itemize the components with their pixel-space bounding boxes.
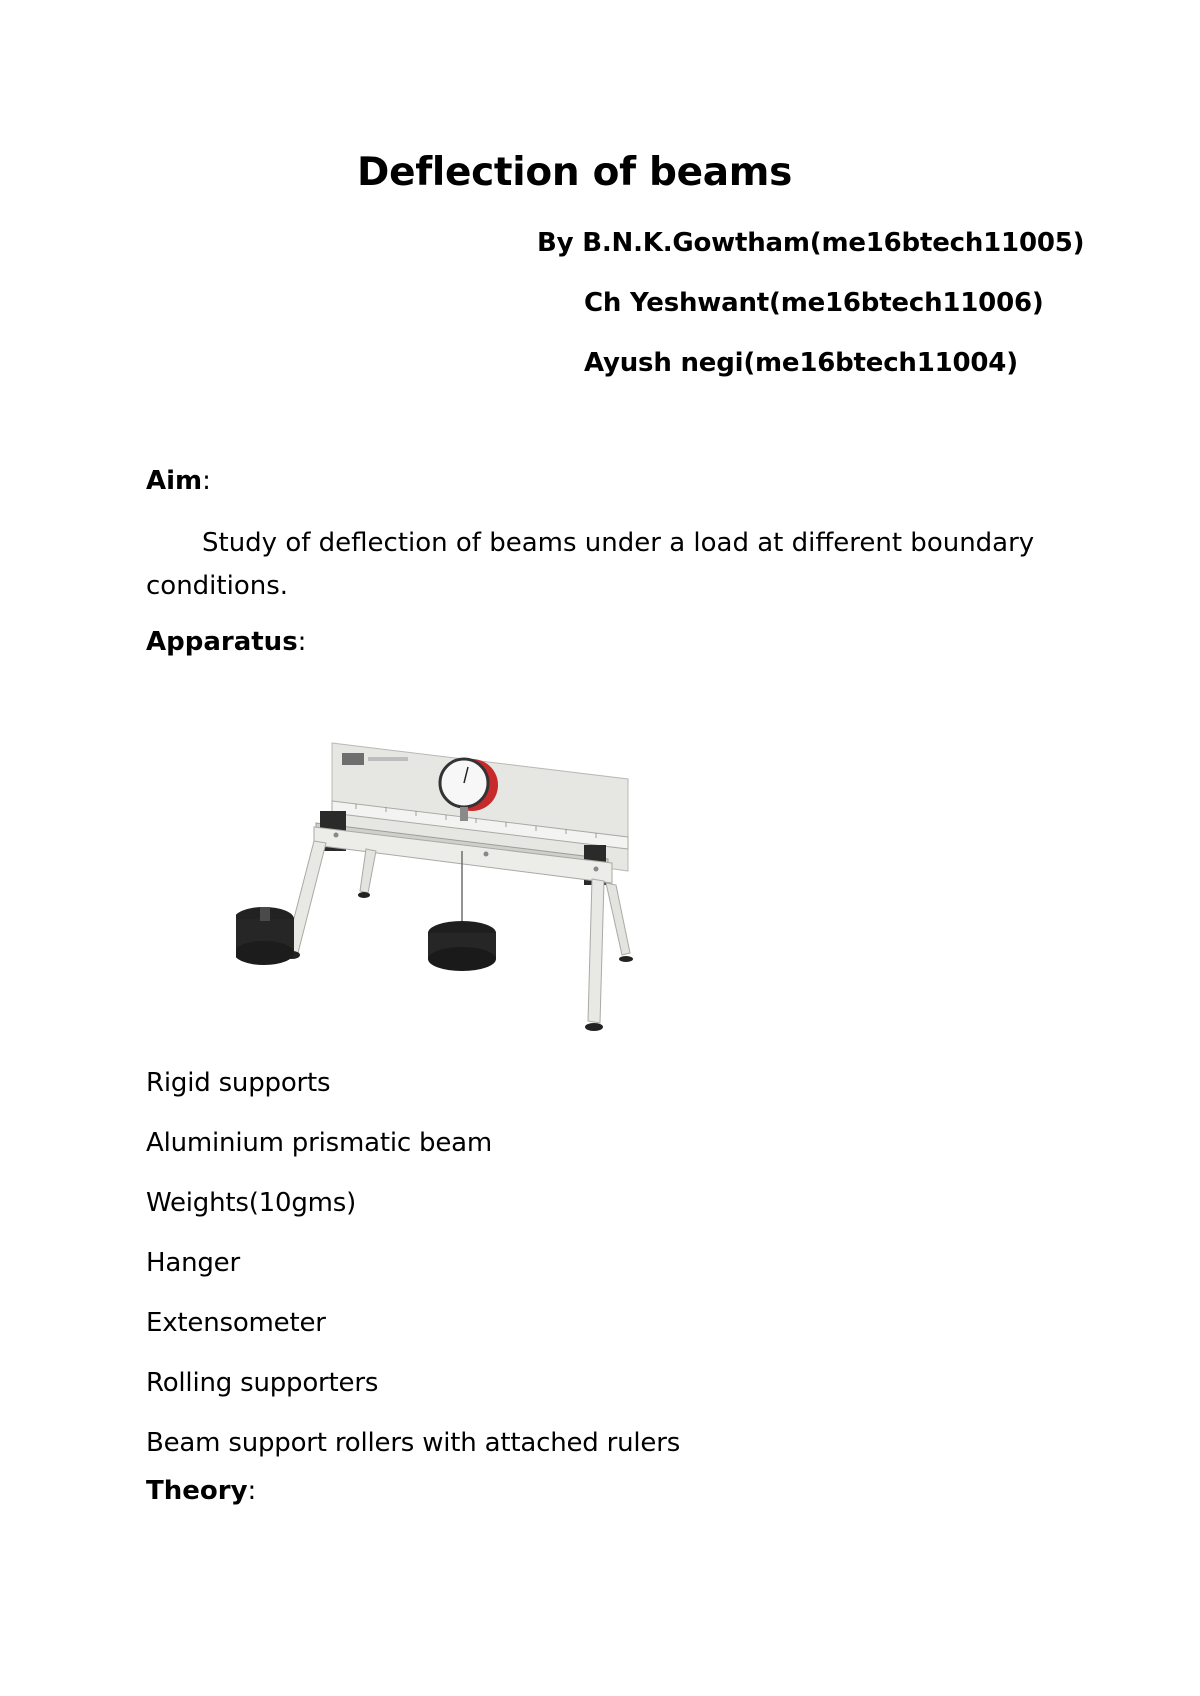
aim-heading: Aim:	[146, 466, 211, 496]
author-line-1: By B.N.K.Gowtham(me16btech11005)	[537, 228, 1085, 258]
apparatus-item: Weights(10gms)	[146, 1188, 357, 1218]
apparatus-item: Aluminium prismatic beam	[146, 1128, 492, 1158]
apparatus-item: Rolling supporters	[146, 1368, 379, 1398]
apparatus-item: Extensometer	[146, 1308, 326, 1338]
author-line-2: Ch Yeshwant(me16btech11006)	[584, 288, 1044, 318]
aim-heading-label: Aim	[146, 466, 203, 496]
theory-heading: Theory:	[146, 1476, 257, 1506]
aim-text: Study of deflection of beams under a load at different boundary conditions.	[146, 528, 1035, 601]
apparatus-item: Rigid supports	[146, 1068, 331, 1098]
apparatus-heading: Apparatus:	[146, 627, 307, 657]
document-title: Deflection of beams	[357, 150, 793, 195]
apparatus-item: Hanger	[146, 1248, 240, 1278]
author-line-3: Ayush negi(me16btech11004)	[584, 348, 1018, 378]
apparatus-photo	[236, 733, 636, 1043]
theory-heading-label: Theory	[146, 1476, 248, 1506]
apparatus-heading-label: Apparatus	[146, 627, 298, 657]
apparatus-item: Beam support rollers with attached rulers	[146, 1428, 681, 1458]
